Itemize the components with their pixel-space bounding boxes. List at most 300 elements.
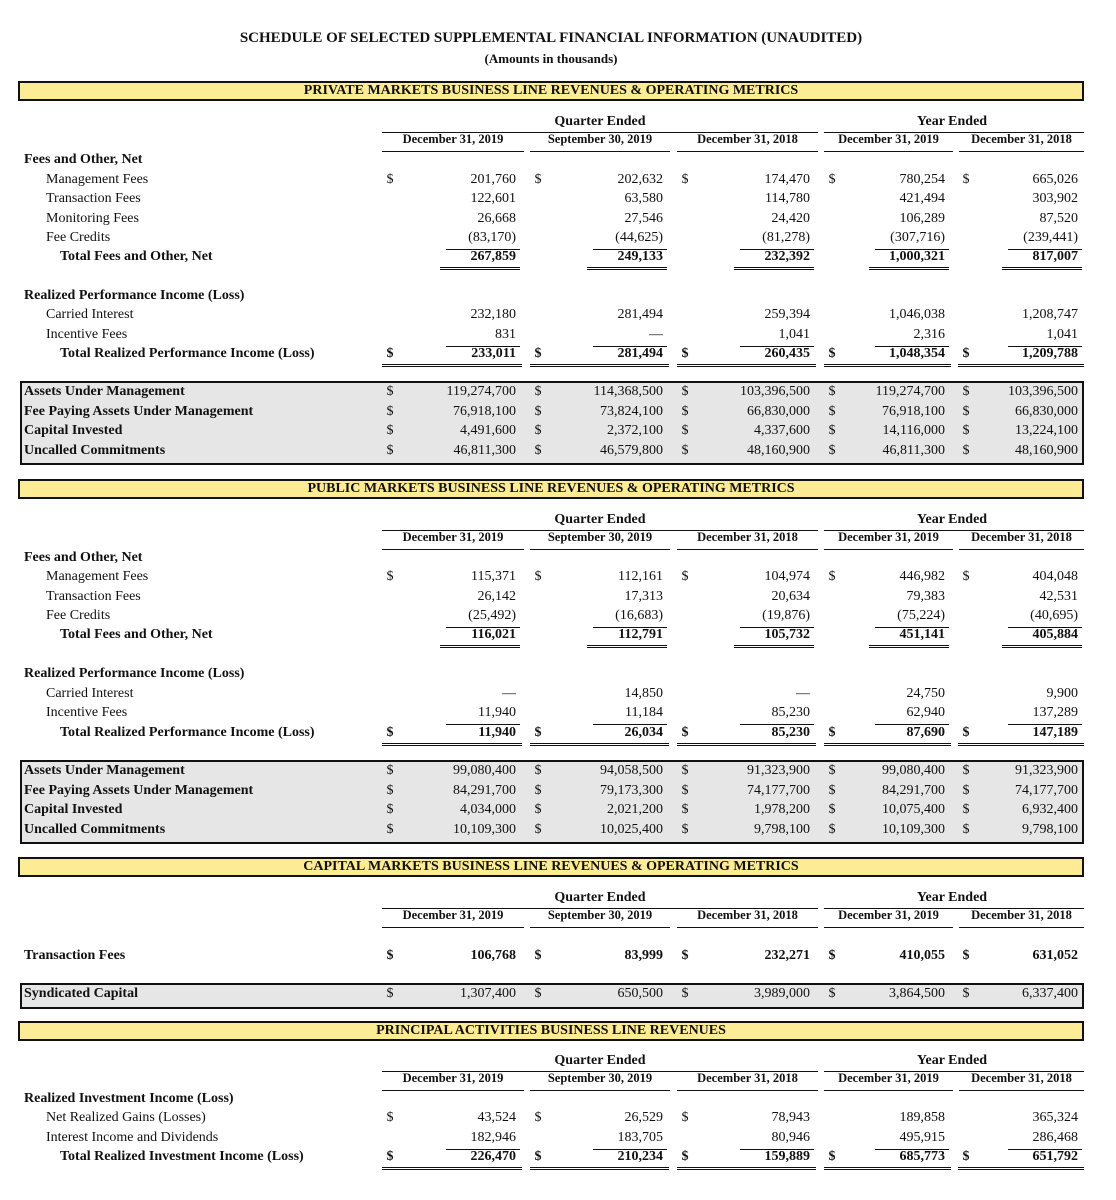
total-double-rule (677, 364, 816, 367)
total-double-rule (677, 743, 816, 746)
capital-col-header: December 31, 2018 (697, 908, 798, 922)
value-cell: 404,048 (1032, 569, 1078, 584)
total-double-rule (382, 743, 522, 746)
total-double-rule (1002, 645, 1082, 648)
value-cell: 87,520 (1039, 210, 1078, 226)
value-cell: 87,690 (906, 725, 945, 740)
private-markets-banner: PRIVATE MARKETS BUSINESS LINE REVENUES & OPERATING METRICS (18, 81, 1084, 101)
currency-symbol: $ (534, 948, 542, 963)
currency-symbol: $ (681, 1149, 689, 1164)
currency-symbol: $ (386, 346, 394, 361)
value-cell: (81,278) (762, 229, 810, 245)
total-double-rule (824, 1167, 951, 1170)
value-cell: 303,902 (1032, 191, 1078, 207)
private-col-header-rule (530, 151, 670, 152)
currency-symbol: $ (681, 172, 689, 187)
value-cell: 48,160,900 (747, 442, 810, 458)
value-cell: 147,189 (1032, 725, 1078, 740)
value-cell: 46,579,800 (600, 442, 663, 458)
fee-row-label: Management Fees (46, 172, 149, 187)
currency-symbol: $ (962, 763, 970, 778)
value-cell: 103,396,500 (1008, 384, 1078, 399)
capital-col-header-rule (677, 927, 818, 928)
currency-symbol: $ (681, 802, 689, 817)
value-cell: (75,224) (897, 608, 945, 623)
value-cell: 6,932,400 (1022, 802, 1078, 817)
currency-symbol: $ (386, 423, 394, 438)
value-cell: 66,830,000 (747, 403, 810, 419)
value-cell: 183,705 (617, 1130, 663, 1145)
value-cell: 105,732 (764, 627, 810, 642)
value-cell: 20,634 (771, 588, 810, 604)
total-double-rule (382, 1167, 522, 1170)
value-cell: 817,007 (1032, 249, 1078, 264)
value-cell: 780,254 (899, 172, 945, 187)
currency-symbol: $ (962, 423, 970, 438)
value-cell: 260,435 (764, 346, 810, 361)
value-cell: 11,184 (625, 705, 663, 720)
currency-symbol: $ (828, 948, 836, 963)
value-cell: 6,337,400 (1022, 986, 1078, 1001)
total-double-rule (587, 267, 667, 270)
total-double-rule (824, 364, 951, 367)
value-cell: 14,116,000 (882, 423, 945, 438)
value-cell: 63,580 (624, 191, 663, 207)
fee-row-label: Transaction Fees (46, 588, 141, 604)
value-cell: 99,080,400 (882, 763, 945, 778)
value-cell: 26,529 (624, 1110, 663, 1125)
value-cell: 27,546 (624, 210, 663, 226)
value-cell: 85,230 (771, 725, 810, 740)
currency-symbol: $ (681, 821, 689, 837)
currency-symbol: $ (681, 782, 689, 798)
value-cell: 281,494 (617, 346, 663, 361)
currency-symbol: $ (386, 725, 394, 740)
total-performance-label: Total Realized Performance Income (Loss) (60, 346, 315, 361)
metric-label: Capital Invested (24, 802, 123, 817)
currency-symbol: $ (962, 346, 970, 361)
investment-row-label: Net Realized Gains (Losses) (46, 1110, 206, 1125)
currency-symbol: $ (534, 986, 542, 1001)
total-investment-label: Total Realized Investment Income (Loss) (60, 1149, 304, 1164)
metric-label: Fee Paying Assets Under Management (24, 403, 254, 419)
capital-col-header-rule (959, 927, 1084, 928)
currency-symbol: $ (534, 384, 542, 399)
value-cell: 1,046,038 (889, 307, 945, 322)
value-cell: 11,940 (478, 705, 516, 720)
currency-symbol: $ (828, 384, 836, 399)
value-cell: 9,798,100 (754, 821, 810, 837)
value-cell: (16,683) (615, 608, 663, 623)
value-cell: 4,337,600 (754, 423, 810, 438)
perf-row-label: Carried Interest (46, 307, 134, 322)
metric-label: Fee Paying Assets Under Management (24, 782, 254, 798)
total-fees-label: Total Fees and Other, Net (60, 249, 213, 264)
value-cell: 232,392 (764, 249, 810, 264)
value-cell: 232,271 (764, 948, 810, 963)
public-col-header-rule (382, 549, 524, 550)
value-cell: (239,441) (1023, 229, 1078, 245)
value-cell: 66,830,000 (1015, 403, 1078, 419)
value-cell: 106,289 (899, 210, 945, 226)
currency-symbol: $ (386, 986, 394, 1001)
fees-heading: Fees and Other, Net (24, 152, 143, 167)
value-cell: 1,041 (1046, 327, 1078, 342)
value-cell: 74,177,700 (747, 782, 810, 798)
investment-row-label: Interest Income and Dividends (46, 1130, 219, 1145)
value-cell: 99,080,400 (453, 763, 516, 778)
value-cell: 286,468 (1032, 1130, 1078, 1145)
transaction-fees-label: Transaction Fees (24, 948, 126, 963)
value-cell: (19,876) (762, 608, 810, 623)
fee-row-label: Management Fees (46, 569, 149, 584)
currency-symbol: $ (828, 763, 836, 778)
value-cell: 405,884 (1032, 627, 1078, 642)
currency-symbol: $ (681, 986, 689, 1001)
private-year-header: Year Ended (916, 114, 988, 129)
public-col-header-rule (530, 549, 670, 550)
total-double-rule (958, 364, 1084, 367)
currency-symbol: $ (534, 346, 542, 361)
value-cell: 159,889 (764, 1149, 810, 1164)
fee-row-label: Fee Credits (46, 608, 111, 623)
currency-symbol: $ (828, 782, 836, 798)
currency-symbol: $ (681, 725, 689, 740)
capital-col-header: September 30, 2019 (547, 908, 653, 922)
total-double-rule (1002, 267, 1082, 270)
currency-symbol: $ (962, 782, 970, 798)
value-cell: 112,791 (618, 627, 663, 642)
currency-symbol: $ (681, 1110, 689, 1125)
value-cell: 665,026 (1032, 172, 1078, 187)
value-cell: 1,209,788 (1022, 346, 1078, 361)
currency-symbol: $ (962, 403, 970, 419)
principal-col-header: December 31, 2018 (697, 1071, 798, 1085)
total-double-rule (677, 1167, 816, 1170)
capital-col-header-rule (530, 927, 670, 928)
value-cell: 119,274,700 (875, 384, 945, 399)
value-cell: 115,371 (471, 569, 516, 584)
currency-symbol: $ (386, 384, 394, 399)
value-cell: 259,394 (764, 307, 810, 322)
currency-symbol: $ (534, 569, 542, 584)
total-double-rule (440, 645, 520, 648)
value-cell: 1,978,200 (754, 802, 810, 817)
currency-symbol: $ (962, 948, 970, 963)
total-performance-label: Total Realized Performance Income (Loss) (60, 725, 315, 740)
value-cell: 182,946 (470, 1130, 516, 1145)
total-double-rule (869, 645, 949, 648)
currency-symbol: $ (534, 821, 542, 837)
value-cell: 1,041 (778, 327, 810, 342)
value-cell: 451,141 (899, 627, 945, 642)
currency-symbol: $ (386, 172, 394, 187)
value-cell: 79,383 (906, 588, 945, 604)
public-year-header: Year Ended (916, 512, 988, 527)
value-cell: 2,021,200 (607, 802, 663, 817)
currency-symbol: $ (828, 403, 836, 419)
perf-row-label: Incentive Fees (46, 327, 128, 342)
currency-symbol: $ (962, 569, 970, 584)
currency-symbol: $ (962, 1149, 970, 1164)
currency-symbol: $ (681, 442, 689, 458)
principal-quarter-header: Quarter Ended (554, 1053, 646, 1068)
value-cell: 210,234 (617, 1149, 663, 1164)
value-cell: 106,768 (470, 948, 516, 963)
public-col-header: December 31, 2018 (971, 530, 1072, 544)
value-cell: 76,918,100 (882, 403, 945, 419)
currency-symbol: $ (534, 763, 542, 778)
value-cell: 1,208,747 (1022, 307, 1078, 322)
private-col-header-rule (959, 151, 1084, 152)
capital-col-header: December 31, 2019 (838, 908, 939, 922)
value-cell: 650,500 (617, 986, 663, 1001)
total-double-rule (734, 267, 814, 270)
currency-symbol: $ (828, 802, 836, 817)
total-double-rule (440, 267, 520, 270)
value-cell: 83,999 (624, 948, 663, 963)
value-cell: 4,034,000 (460, 802, 516, 817)
currency-symbol: $ (828, 442, 836, 458)
value-cell: 249,133 (617, 249, 663, 264)
value-cell: (25,492) (468, 608, 516, 623)
capital-col-header-rule (824, 927, 953, 928)
value-cell: 76,918,100 (453, 403, 516, 419)
public-col-header-rule (677, 549, 818, 550)
total-double-rule (587, 645, 667, 648)
total-double-rule (734, 645, 814, 648)
fee-row-label: Fee Credits (46, 229, 111, 245)
page-title: SCHEDULE OF SELECTED SUPPLEMENTAL FINANCIAL INFORMATION (UNAUDITED) (239, 30, 863, 46)
currency-symbol: $ (534, 423, 542, 438)
currency-symbol: $ (962, 384, 970, 399)
currency-symbol: $ (681, 948, 689, 963)
metric-label: Uncalled Commitments (24, 821, 166, 837)
value-cell: 2,372,100 (607, 423, 663, 438)
currency-symbol: $ (534, 725, 542, 740)
value-cell: 26,034 (624, 725, 663, 740)
value-cell: 4,491,600 (460, 423, 516, 438)
value-cell: 13,224,100 (1015, 423, 1078, 438)
value-cell: 1,307,400 (460, 986, 516, 1001)
value-cell: 281,494 (617, 307, 663, 322)
private-col-header: December 31, 2018 (697, 132, 798, 146)
total-fees-label: Total Fees and Other, Net (60, 627, 213, 642)
metric-label: Assets Under Management (24, 763, 185, 778)
value-cell: (83,170) (468, 229, 516, 245)
private-col-header-rule (824, 151, 953, 152)
currency-symbol: $ (962, 821, 970, 837)
total-double-rule (530, 364, 669, 367)
value-cell: 114,780 (765, 191, 810, 207)
currency-symbol: $ (386, 403, 394, 419)
value-cell: 174,470 (764, 172, 810, 187)
value-cell: — (649, 327, 663, 342)
value-cell: 24,420 (771, 210, 810, 226)
currency-symbol: $ (828, 1149, 836, 1164)
private-col-header-rule (382, 151, 524, 152)
value-cell: 201,760 (470, 172, 516, 187)
value-cell: 46,811,300 (453, 442, 516, 458)
value-cell: 137,289 (1032, 705, 1078, 720)
value-cell: 226,470 (470, 1149, 516, 1164)
total-double-rule (824, 743, 951, 746)
performance-heading: Realized Performance Income (Loss) (24, 666, 245, 681)
value-cell: 421,494 (899, 191, 945, 207)
principal-col-header-rule (530, 1090, 670, 1091)
value-cell: 446,982 (899, 569, 945, 584)
value-cell: 26,668 (477, 210, 516, 226)
principal-col-header-rule (824, 1090, 953, 1091)
principal-col-header-rule (677, 1090, 818, 1091)
total-double-rule (869, 267, 949, 270)
currency-symbol: $ (534, 782, 542, 798)
value-cell: 410,055 (899, 948, 945, 963)
capital-col-header-rule (382, 927, 524, 928)
value-cell: 114,368,500 (593, 384, 663, 399)
currency-symbol: $ (386, 763, 394, 778)
value-cell: (307,716) (890, 229, 945, 245)
value-cell: 10,025,400 (600, 821, 663, 837)
total-double-rule (382, 364, 522, 367)
value-cell: — (502, 686, 516, 701)
value-cell: 9,798,100 (1022, 821, 1078, 837)
value-cell: 631,052 (1032, 948, 1078, 963)
value-cell: 112,161 (618, 569, 663, 584)
metric-label: Capital Invested (24, 423, 123, 438)
currency-symbol: $ (681, 763, 689, 778)
value-cell: 189,858 (899, 1110, 945, 1125)
value-cell: 26,142 (477, 588, 516, 604)
value-cell: 1,048,354 (889, 346, 945, 361)
currency-symbol: $ (962, 986, 970, 1001)
private-col-header-rule (677, 151, 818, 152)
currency-symbol: $ (681, 423, 689, 438)
fee-row-label: Monitoring Fees (46, 210, 139, 226)
currency-symbol: $ (386, 802, 394, 817)
value-cell: 10,075,400 (882, 802, 945, 817)
principal-col-header: December 31, 2018 (971, 1071, 1072, 1085)
public-col-header: December 31, 2019 (838, 530, 939, 544)
capital-markets-banner: CAPITAL MARKETS BUSINESS LINE REVENUES & OPERATING METRICS (18, 857, 1084, 877)
public-col-header-rule (824, 549, 953, 550)
currency-symbol: $ (386, 948, 394, 963)
currency-symbol: $ (828, 346, 836, 361)
value-cell: 267,859 (470, 249, 516, 264)
perf-row-label: Incentive Fees (46, 705, 128, 720)
syndicated-capital-label: Syndicated Capital (24, 986, 138, 1001)
currency-symbol: $ (386, 1110, 394, 1125)
currency-symbol: $ (681, 403, 689, 419)
capital-quarter-header: Quarter Ended (554, 890, 646, 905)
value-cell: 14,850 (624, 686, 663, 701)
value-cell: 43,524 (477, 1110, 516, 1125)
currency-symbol: $ (828, 423, 836, 438)
value-cell: 73,824,100 (600, 403, 663, 419)
value-cell: 3,864,500 (889, 986, 945, 1001)
value-cell: 91,323,900 (747, 763, 810, 778)
metric-label: Uncalled Commitments (24, 442, 166, 458)
value-cell: 46,811,300 (882, 442, 945, 458)
principal-activities-banner: PRINCIPAL ACTIVITIES BUSINESS LINE REVENUES (18, 1021, 1084, 1041)
currency-symbol: $ (534, 403, 542, 419)
fee-row-label: Transaction Fees (46, 191, 141, 207)
value-cell: 85,230 (771, 705, 810, 720)
currency-symbol: $ (386, 1149, 394, 1164)
fees-heading: Fees and Other, Net (24, 550, 143, 565)
private-quarter-header: Quarter Ended (554, 114, 646, 129)
total-double-rule (530, 1167, 669, 1170)
value-cell: 233,011 (471, 346, 516, 361)
value-cell: 202,632 (617, 172, 663, 187)
principal-col-header: September 30, 2019 (547, 1071, 653, 1085)
total-double-rule (958, 743, 1084, 746)
private-col-header: December 31, 2019 (838, 132, 939, 146)
value-cell: 80,946 (771, 1130, 810, 1145)
value-cell: 2,316 (913, 327, 945, 342)
value-cell: 79,173,300 (600, 782, 663, 798)
metric-label: Assets Under Management (24, 384, 185, 399)
total-double-rule (958, 1167, 1084, 1170)
value-cell: 831 (495, 327, 516, 342)
value-cell: 365,324 (1032, 1110, 1078, 1125)
currency-symbol: $ (828, 821, 836, 837)
investment-income-heading: Realized Investment Income (Loss) (24, 1091, 234, 1106)
currency-symbol: $ (681, 384, 689, 399)
private-col-header: December 31, 2018 (971, 132, 1072, 146)
value-cell: 10,109,300 (882, 821, 945, 837)
value-cell: 3,989,000 (754, 986, 810, 1001)
value-cell: 104,974 (764, 569, 810, 584)
currency-symbol: $ (386, 782, 394, 798)
value-cell: 94,058,500 (600, 763, 663, 778)
value-cell: 84,291,700 (882, 782, 945, 798)
value-cell: 685,773 (899, 1149, 945, 1164)
public-col-header: December 31, 2018 (697, 530, 798, 544)
value-cell: 74,177,700 (1015, 782, 1078, 798)
value-cell: 78,943 (771, 1110, 810, 1125)
value-cell: 11,940 (478, 725, 516, 740)
value-cell: 84,291,700 (453, 782, 516, 798)
value-cell: 119,274,700 (446, 384, 516, 399)
value-cell: 10,109,300 (453, 821, 516, 837)
currency-symbol: $ (534, 442, 542, 458)
currency-symbol: $ (828, 725, 836, 740)
value-cell: (44,625) (615, 229, 663, 245)
capital-year-header: Year Ended (916, 890, 988, 905)
currency-symbol: $ (962, 802, 970, 817)
principal-col-header-rule (959, 1090, 1084, 1091)
currency-symbol: $ (828, 986, 836, 1001)
currency-symbol: $ (681, 346, 689, 361)
value-cell: 495,915 (899, 1130, 945, 1145)
perf-row-label: Carried Interest (46, 686, 134, 701)
currency-symbol: $ (534, 1149, 542, 1164)
public-col-header: December 31, 2019 (402, 530, 504, 544)
public-col-header-rule (959, 549, 1084, 550)
value-cell: 651,792 (1032, 1149, 1078, 1164)
principal-col-header: December 31, 2019 (402, 1071, 504, 1085)
private-col-header: December 31, 2019 (402, 132, 504, 146)
value-cell: 232,180 (470, 307, 516, 322)
currency-symbol: $ (534, 802, 542, 817)
currency-symbol: $ (828, 172, 836, 187)
value-cell: 9,900 (1046, 686, 1078, 701)
public-markets-banner: PUBLIC MARKETS BUSINESS LINE REVENUES & OPERATING METRICS (18, 479, 1084, 499)
value-cell: 17,313 (624, 588, 663, 604)
value-cell: 24,750 (906, 686, 945, 701)
value-cell: 122,601 (470, 191, 516, 207)
